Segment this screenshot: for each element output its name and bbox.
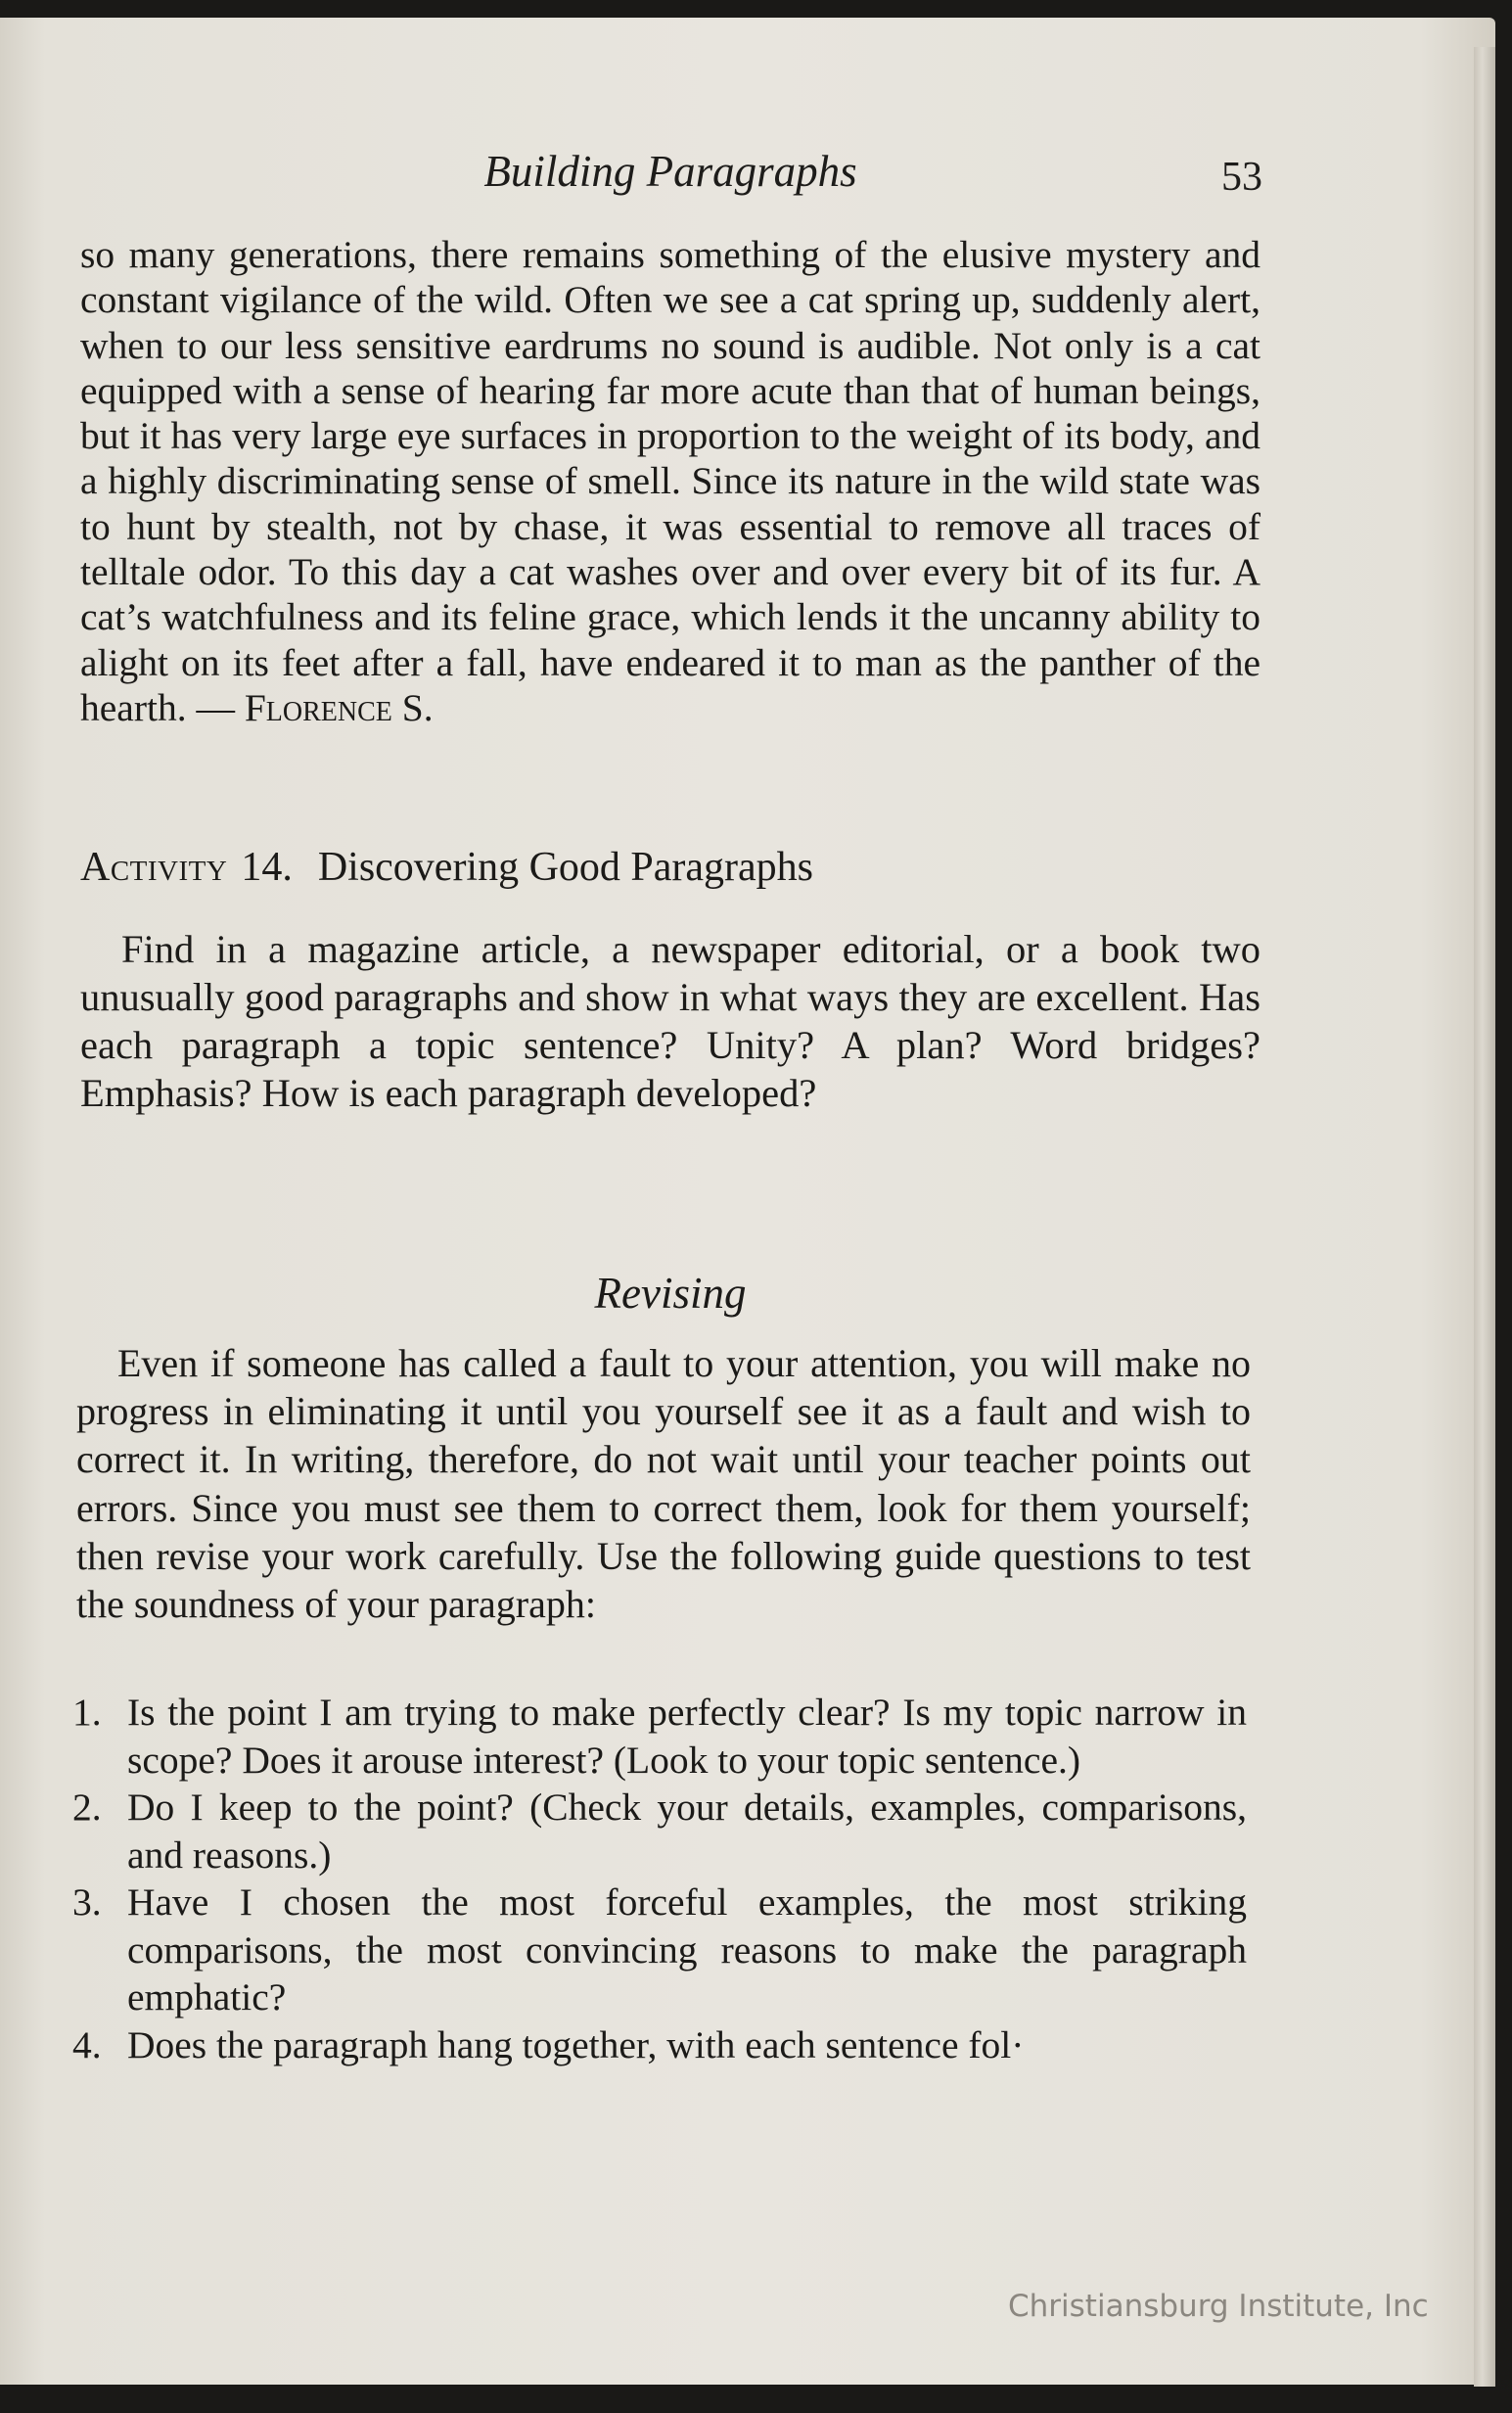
page-header [78, 132, 1262, 210]
watermark: Christiansburg Institute, Inc [1008, 2289, 1429, 2324]
activity-number: 14. [241, 845, 293, 890]
activity-heading [80, 844, 813, 891]
guide-question-number: 4. [72, 2022, 102, 2066]
intro-paragraph-text: so many generations, there remains something of the elusive mystery and constant vigilance of the wild. Often we see a cat spring up, suddenly alert, when to our less sensitive eardrums no sound is audible. Not only is a cat equipped with a sense of hearing far more acute than that of human beings, but it has very large eye surfaces in proportion to the weight of its body, and a highly discriminating sense of smell. Since its nature in the wild state was to hunt by stealth, not by chase, it was essential to remove all traces of telltale odor. To this day a cat washes over and over every bit of its fur. A cat’s watchfulness and its feline grace, which lends it the uncanny ability to alight on its feet after a fall, have endeared it to man as the panther of the hearth. — [80, 233, 1260, 729]
running-head: Building Paragraphs [483, 147, 857, 196]
guide-questions-list [72, 1689, 1247, 2068]
intro-paragraph [80, 232, 1260, 730]
revising-paragraph: Even if someone has called a fault to your attention, you will make no progress in eliminating it until you yourself see it as a fault and wish to correct it. In writing, therefore, do not wait until your teacher points out errors. Since you must see them to correct them, look for them yourself; then revise your work carefully. Use the following guide questions to test the soundness of your paragraph: [76, 1341, 1251, 1627]
page-edge [1474, 47, 1495, 2387]
guide-question [72, 1784, 1247, 1879]
guide-question-number: 3. [72, 1880, 102, 1924]
activity-title: Discovering Good Paragraphs [317, 845, 814, 890]
activity-label: Activity [80, 845, 228, 890]
guide-question-text: Do I keep to the point? (Check your details, examples, comparisons, and reasons.) [127, 1786, 1247, 1877]
guide-question-text: Does the paragraph hang together, with each sentence fol· [127, 2022, 1025, 2066]
intro-paragraph-author: Florence S. [244, 685, 434, 729]
guide-question [72, 2021, 1247, 2069]
guide-question-text: Is the point I am trying to make perfectly clear? Is my topic narrow in scope? Does it arouse interest? (Look to your topic sentence.) [127, 1691, 1247, 1782]
section-title-revising: Revising [594, 1269, 747, 1318]
guide-question-number: 2. [72, 1786, 102, 1829]
guide-question [72, 1689, 1247, 1784]
guide-question-text: Have I chosen the most forceful examples, the most striking comparisons, the most convincing reasons to make the paragraph emphatic? [127, 1880, 1247, 2019]
guide-question [72, 1879, 1247, 2021]
activity-paragraph: Find in a magazine article, a newspaper editorial, or a book two unusually good paragraphs and show in what ways they are excellent. Has each paragraph a topic sentence? Unity? A plan? Word bridges? Emphasis? How is each paragraph developed? [80, 927, 1260, 1115]
page-number: 53 [1221, 155, 1262, 200]
guide-question-number: 1. [72, 1691, 102, 1734]
